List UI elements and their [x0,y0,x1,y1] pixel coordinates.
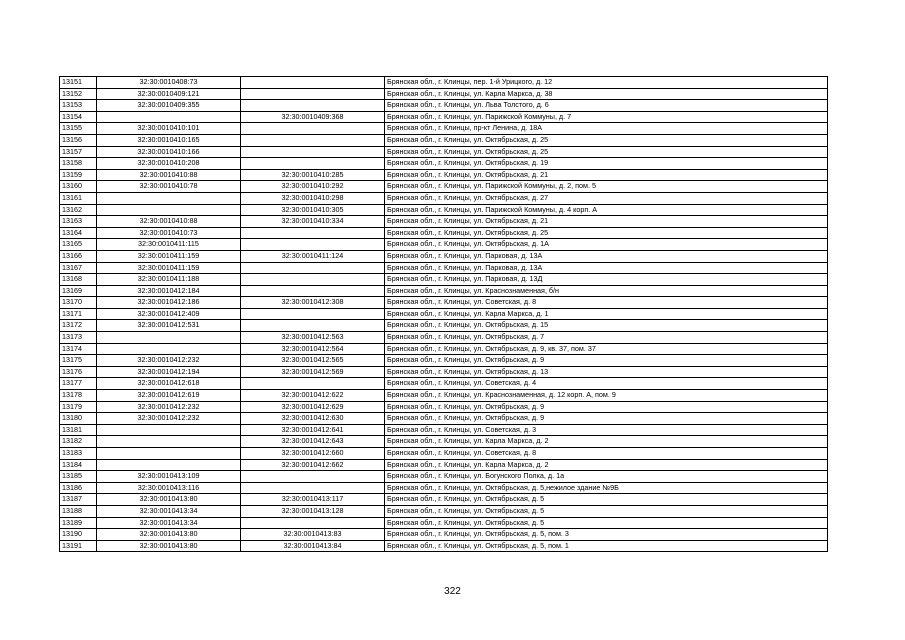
row-number-cell: 13166 [60,250,97,262]
row-number-cell: 13177 [60,378,97,390]
table-row [60,482,828,494]
cadastral-number-cell: 32:30:0010409:355 [97,100,241,112]
linked-cadastral-number-cell: 32:30:0010410:334 [241,216,385,228]
linked-cadastral-number-cell: 32:30:0010412:630 [241,413,385,425]
row-number-cell: 13170 [60,297,97,309]
cadastral-number-cell: 32:30:0010410:73 [97,227,241,239]
row-number-cell: 13182 [60,436,97,448]
linked-cadastral-number-cell [241,378,385,390]
table-row [60,436,828,448]
address-cell: Брянская обл., г. Клинцы, ул. Октябрьская, д. 1А [385,239,828,251]
cadastral-number-cell: 32:30:0010413:80 [97,494,241,506]
cadastral-number-cell: 32:30:0010413:34 [97,505,241,517]
address-cell: Брянская обл., г. Клинцы, пр-кт Ленина, д. 18А [385,123,828,135]
linked-cadastral-number-cell: 32:30:0010412:643 [241,436,385,448]
table-row [60,332,828,344]
cadastral-number-cell: 32:30:0010412:232 [97,355,241,367]
row-number-cell: 13158 [60,158,97,170]
cadastral-number-cell [97,448,241,460]
address-cell: Брянская обл., г. Клинцы, ул. Октябрьская, д. 5, пом. 3 [385,529,828,541]
address-cell: Брянская обл., г. Клинцы, ул. Парковая, д. 13А [385,250,828,262]
table-row [60,297,828,309]
address-cell: Брянская обл., г. Клинцы, ул. Советская, д. 8 [385,297,828,309]
address-cell: Брянская обл., г. Клинцы, ул. Краснознаменная, д. 12 корп. А, пом. 9 [385,390,828,402]
cadastral-number-cell: 32:30:0010410:166 [97,146,241,158]
address-cell: Брянская обл., г. Клинцы, ул. Льва Толстого, д. 6 [385,100,828,112]
table-row [60,158,828,170]
cadastral-number-cell: 32:30:0010410:88 [97,216,241,228]
row-number-cell: 13156 [60,134,97,146]
linked-cadastral-number-cell: 32:30:0010410:292 [241,181,385,193]
linked-cadastral-number-cell: 32:30:0010412:569 [241,366,385,378]
table-row [60,540,828,552]
cadastral-number-cell: 32:30:0010412:409 [97,308,241,320]
address-cell: Брянская обл., г. Клинцы, ул. Парижской Коммуны, д. 2, пом. 5 [385,181,828,193]
row-number-cell: 13165 [60,239,97,251]
table-row [60,471,828,483]
table-row [60,378,828,390]
address-cell: Брянская обл., г. Клинцы, ул. Богунского Полка, д. 1а [385,471,828,483]
linked-cadastral-number-cell: 32:30:0010412:308 [241,297,385,309]
address-cell: Брянская обл., г. Клинцы, ул. Октябрьская, д. 5 [385,517,828,529]
row-number-cell: 13184 [60,459,97,471]
cadastral-number-cell: 32:30:0010411:115 [97,239,241,251]
row-number-cell: 13152 [60,88,97,100]
table-row [60,413,828,425]
address-cell: Брянская обл., г. Клинцы, ул. Октябрьская, д. 9 [385,413,828,425]
row-number-cell: 13188 [60,505,97,517]
table-row [60,77,828,89]
address-cell: Брянская обл., г. Клинцы, ул. Советская, д. 4 [385,378,828,390]
table-row [60,88,828,100]
address-cell: Брянская обл., г. Клинцы, ул. Октябрьская, д. 25 [385,134,828,146]
table-row [60,262,828,274]
row-number-cell: 13187 [60,494,97,506]
table-row [60,100,828,112]
address-cell: Брянская обл., г. Клинцы, ул. Советская, д. 8 [385,448,828,460]
table-row [60,517,828,529]
row-number-cell: 13163 [60,216,97,228]
address-cell: Брянская обл., г. Клинцы, ул. Октябрьская, д. 5 [385,494,828,506]
address-cell: Брянская обл., г. Клинцы, ул. Парижской Коммуны, д. 4 корп. А [385,204,828,216]
row-number-cell: 13157 [60,146,97,158]
table-row [60,448,828,460]
table-row [60,494,828,506]
table-row [60,250,828,262]
cadastral-number-cell: 32:30:0010412:232 [97,401,241,413]
cadastral-number-cell: 32:30:0010413:109 [97,471,241,483]
cadastral-number-cell: 32:30:0010412:194 [97,366,241,378]
linked-cadastral-number-cell: 32:30:0010409:368 [241,111,385,123]
row-number-cell: 13162 [60,204,97,216]
linked-cadastral-number-cell [241,239,385,251]
table-row [60,111,828,123]
linked-cadastral-number-cell [241,227,385,239]
row-number-cell: 13175 [60,355,97,367]
table-row [60,390,828,402]
linked-cadastral-number-cell [241,320,385,332]
address-cell: Брянская обл., г. Клинцы, ул. Октябрьская, д. 7 [385,332,828,344]
linked-cadastral-number-cell [241,123,385,135]
table-body [60,77,828,552]
linked-cadastral-number-cell: 32:30:0010412:662 [241,459,385,471]
cadastral-number-cell: 32:30:0010413:34 [97,517,241,529]
row-number-cell: 13151 [60,77,97,89]
linked-cadastral-number-cell: 32:30:0010412:563 [241,332,385,344]
linked-cadastral-number-cell [241,77,385,89]
table-row [60,343,828,355]
linked-cadastral-number-cell [241,517,385,529]
cadastral-number-cell: 32:30:0010410:208 [97,158,241,170]
address-cell: Брянская обл., г. Клинцы, ул. Парковая, д. 13А [385,262,828,274]
row-number-cell: 13168 [60,274,97,286]
address-cell: Брянская обл., г. Клинцы, ул. Октябрьская, д. 25 [385,146,828,158]
row-number-cell: 13181 [60,424,97,436]
linked-cadastral-number-cell: 32:30:0010412:641 [241,424,385,436]
page-number: 322 [444,586,461,597]
address-cell: Брянская обл., г. Клинцы, ул. Карла Маркса, д. 1 [385,308,828,320]
linked-cadastral-number-cell: 32:30:0010413:128 [241,505,385,517]
address-cell: Брянская обл., г. Клинцы, ул. Октябрьская, д. 13 [385,366,828,378]
cadastral-number-cell: 32:30:0010412:186 [97,297,241,309]
address-cell: Брянская обл., г. Клинцы, ул. Парковая, д. 13Д [385,274,828,286]
linked-cadastral-number-cell: 32:30:0010412:622 [241,390,385,402]
cadastral-number-cell: 32:30:0010412:619 [97,390,241,402]
table-row [60,274,828,286]
address-cell: Брянская обл., г. Клинцы, ул. Октябрьская, д. 5 [385,505,828,517]
cadastral-number-cell [97,332,241,344]
address-cell: Брянская обл., г. Клинцы, ул. Октябрьская, д. 25 [385,227,828,239]
address-cell: Брянская обл., г. Клинцы, ул. Краснознаменная, б/н [385,285,828,297]
cadastral-number-cell: 32:30:0010411:159 [97,250,241,262]
address-cell: Брянская обл., г. Клинцы, пер. 1-й Урицкого, д. 12 [385,77,828,89]
linked-cadastral-number-cell [241,88,385,100]
row-number-cell: 13167 [60,262,97,274]
row-number-cell: 13189 [60,517,97,529]
linked-cadastral-number-cell: 32:30:0010410:285 [241,169,385,181]
row-number-cell: 13171 [60,308,97,320]
address-cell: Брянская обл., г. Клинцы, ул. Парижской Коммуны, д. 7 [385,111,828,123]
linked-cadastral-number-cell [241,158,385,170]
cadastral-number-cell [97,424,241,436]
address-cell: Брянская обл., г. Клинцы, ул. Октябрьская, д. 9 [385,355,828,367]
row-number-cell: 13191 [60,540,97,552]
linked-cadastral-number-cell: 32:30:0010413:117 [241,494,385,506]
row-number-cell: 13190 [60,529,97,541]
cadastral-number-cell: 32:30:0010412:531 [97,320,241,332]
cadastral-number-cell: 32:30:0010409:121 [97,88,241,100]
row-number-cell: 13160 [60,181,97,193]
cadastral-number-cell [97,436,241,448]
linked-cadastral-number-cell [241,482,385,494]
table-row [60,123,828,135]
linked-cadastral-number-cell: 32:30:0010412:660 [241,448,385,460]
table-row [60,134,828,146]
table-row [60,204,828,216]
table-row [60,308,828,320]
row-number-cell: 13172 [60,320,97,332]
address-cell: Брянская обл., г. Клинцы, ул. Октябрьская, д. 21 [385,216,828,228]
linked-cadastral-number-cell [241,471,385,483]
table-row [60,424,828,436]
cadastral-number-cell: 32:30:0010410:78 [97,181,241,193]
document-page [59,76,827,552]
linked-cadastral-number-cell [241,285,385,297]
row-number-cell: 13161 [60,192,97,204]
row-number-cell: 13169 [60,285,97,297]
table-row [60,181,828,193]
linked-cadastral-number-cell: 32:30:0010413:83 [241,529,385,541]
linked-cadastral-number-cell: 32:30:0010411:124 [241,250,385,262]
row-number-cell: 13154 [60,111,97,123]
cadastral-number-cell: 32:30:0010408:73 [97,77,241,89]
cadastral-number-cell: 32:30:0010413:80 [97,529,241,541]
row-number-cell: 13153 [60,100,97,112]
address-cell: Брянская обл., г. Клинцы, ул. Октябрьская, д. 21 [385,169,828,181]
address-cell: Брянская обл., г. Клинцы, ул. Октябрьская, д. 27 [385,192,828,204]
row-number-cell: 13155 [60,123,97,135]
row-number-cell: 13183 [60,448,97,460]
row-number-cell: 13173 [60,332,97,344]
cadastral-number-cell: 32:30:0010410:88 [97,169,241,181]
address-cell: Брянская обл., г. Клинцы, ул. Октябрьская, д. 15 [385,320,828,332]
address-cell: Брянская обл., г. Клинцы, ул. Октябрьская, д. 5, пом. 1 [385,540,828,552]
table-row [60,169,828,181]
address-cell: Брянская обл., г. Клинцы, ул. Октябрьская, д. 9 [385,401,828,413]
table-row [60,192,828,204]
cadastral-number-cell: 32:30:0010410:165 [97,134,241,146]
cadastral-number-cell: 32:30:0010410:101 [97,123,241,135]
cadastral-number-cell [97,459,241,471]
table-row [60,459,828,471]
cadastral-number-cell: 32:30:0010411:159 [97,262,241,274]
table-row [60,529,828,541]
row-number-cell: 13174 [60,343,97,355]
table-row [60,285,828,297]
row-number-cell: 13186 [60,482,97,494]
cadastral-number-cell: 32:30:0010412:232 [97,413,241,425]
cadastral-number-cell: 32:30:0010412:618 [97,378,241,390]
table-row [60,320,828,332]
table-row [60,216,828,228]
table-row [60,227,828,239]
address-cell: Брянская обл., г. Клинцы, ул. Октябрьская, д. 9, кв. 37, пом. 37 [385,343,828,355]
linked-cadastral-number-cell [241,308,385,320]
row-number-cell: 13185 [60,471,97,483]
cadastral-number-cell: 32:30:0010412:184 [97,285,241,297]
cadastral-number-cell: 32:30:0010411:188 [97,274,241,286]
address-cell: Брянская обл., г. Клинцы, ул. Карла Маркса, д. 38 [385,88,828,100]
table-row [60,146,828,158]
linked-cadastral-number-cell: 32:30:0010410:305 [241,204,385,216]
table-row [60,366,828,378]
linked-cadastral-number-cell [241,134,385,146]
address-cell: Брянская обл., г. Клинцы, ул. Октябрьская, д. 5,нежилое здание №9Б [385,482,828,494]
linked-cadastral-number-cell: 32:30:0010413:84 [241,540,385,552]
cadastral-number-cell: 32:30:0010413:116 [97,482,241,494]
linked-cadastral-number-cell: 32:30:0010412:564 [241,343,385,355]
row-number-cell: 13178 [60,390,97,402]
address-cell: Брянская обл., г. Клинцы, ул. Октябрьская, д. 19 [385,158,828,170]
linked-cadastral-number-cell: 32:30:0010410:298 [241,192,385,204]
cadastral-table [59,76,828,552]
row-number-cell: 13179 [60,401,97,413]
cadastral-number-cell [97,192,241,204]
linked-cadastral-number-cell [241,100,385,112]
row-number-cell: 13164 [60,227,97,239]
row-number-cell: 13176 [60,366,97,378]
table-row [60,355,828,367]
linked-cadastral-number-cell [241,262,385,274]
linked-cadastral-number-cell: 32:30:0010412:565 [241,355,385,367]
table-row [60,239,828,251]
linked-cadastral-number-cell [241,274,385,286]
linked-cadastral-number-cell [241,146,385,158]
table-row [60,401,828,413]
linked-cadastral-number-cell: 32:30:0010412:629 [241,401,385,413]
cadastral-number-cell: 32:30:0010413:80 [97,540,241,552]
table-row [60,505,828,517]
row-number-cell: 13159 [60,169,97,181]
cadastral-number-cell [97,343,241,355]
row-number-cell: 13180 [60,413,97,425]
address-cell: Брянская обл., г. Клинцы, ул. Карла Маркса, д. 2 [385,459,828,471]
cadastral-number-cell [97,111,241,123]
address-cell: Брянская обл., г. Клинцы, ул. Советская, д. 3 [385,424,828,436]
address-cell: Брянская обл., г. Клинцы, ул. Карла Маркса, д. 2 [385,436,828,448]
cadastral-number-cell [97,204,241,216]
